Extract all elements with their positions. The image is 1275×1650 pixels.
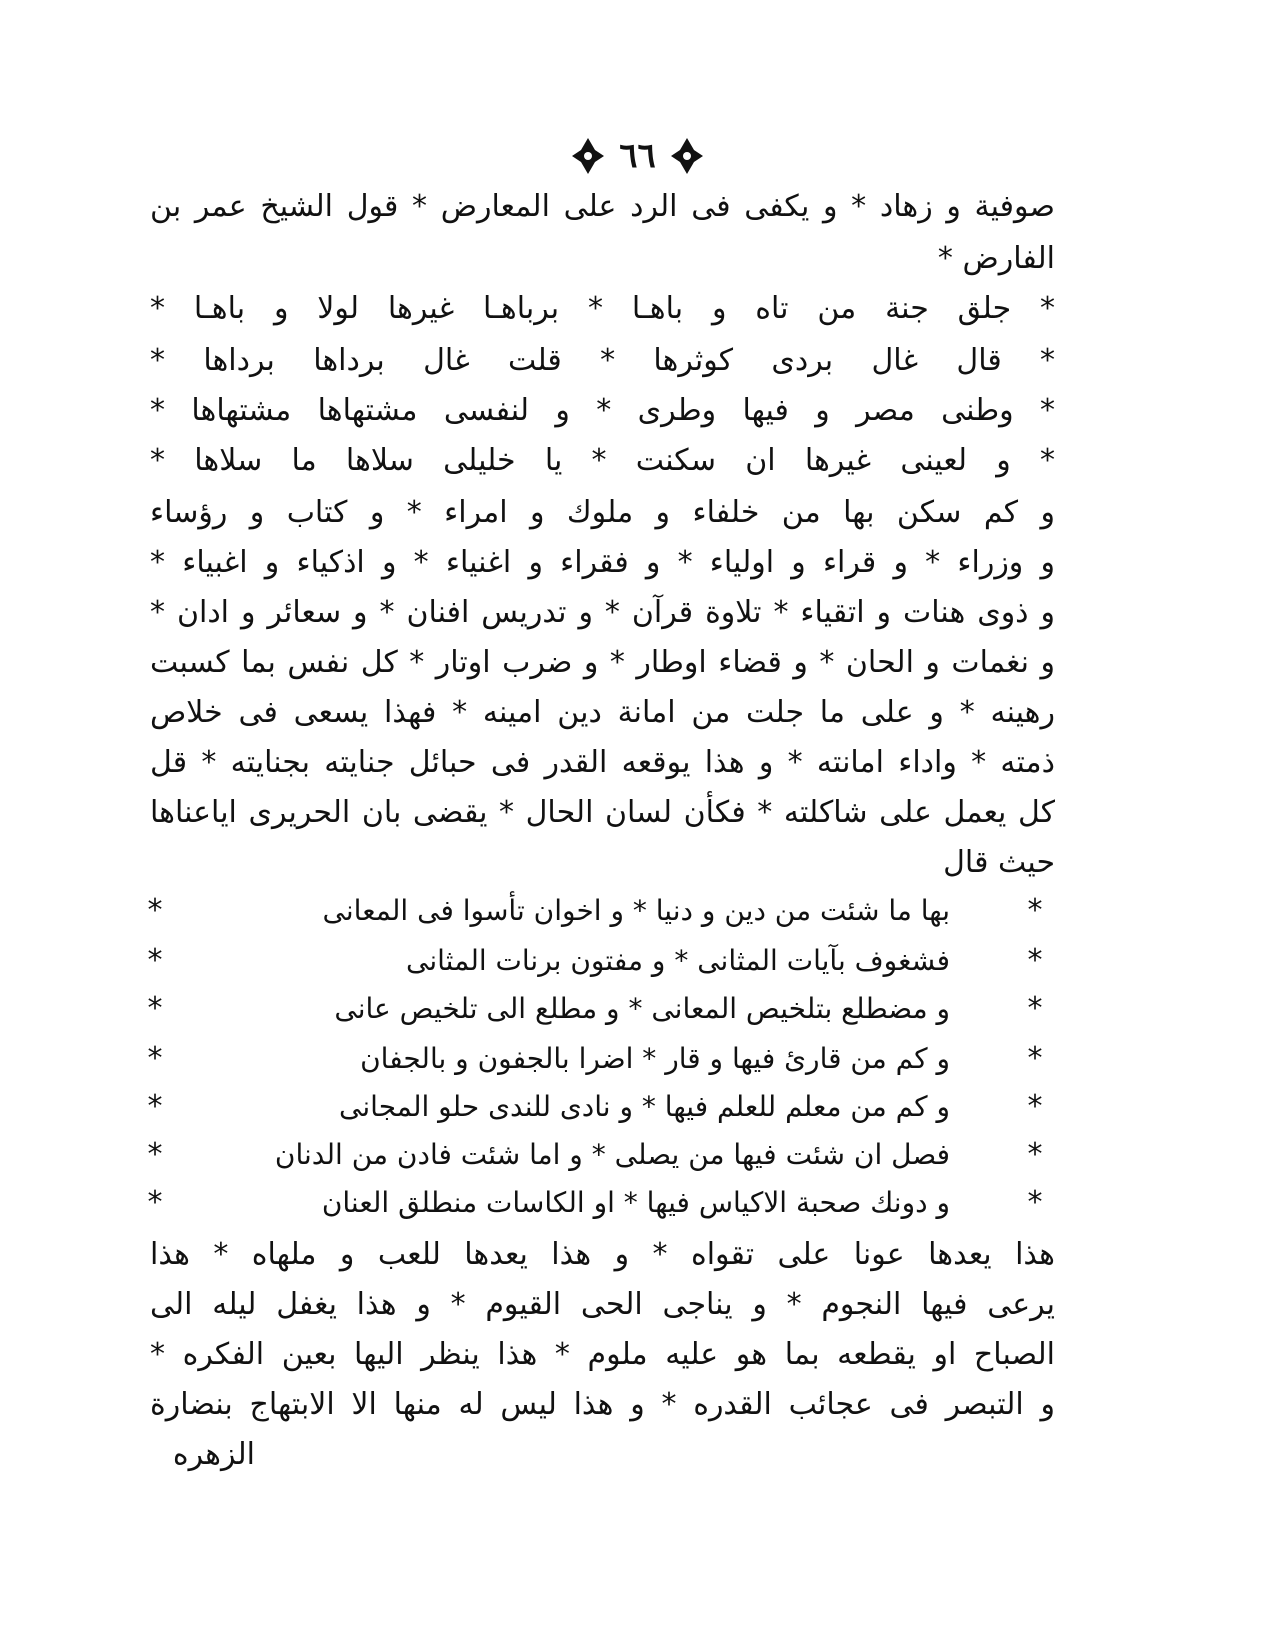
verse-text: فصل ان شئت فيها من يصلى * و اما شئت فادن من الدنان (274, 1138, 950, 1171)
verse-text: و دونك صحبة الاكياس فيها * او الكاسات منطلق العنان (321, 1186, 950, 1219)
prose-line: صوفية و زهاد * و يكفى فى الرد على المعارض * قول الشيخ عمر بن (150, 189, 1055, 224)
page-number: ٦٦ (619, 136, 656, 176)
left-ornament-icon (571, 136, 605, 176)
verse-line (140, 938, 1060, 984)
prose-line: الفارض * (937, 241, 1055, 276)
poem-line: * جلق جنة من تاه و باهـا * برباهـا غيرها لولا و باهـا * (150, 291, 1055, 326)
prose-line: و نغمات و الحان * و قضاء اوطار * و ضرب اوتار * كل نفس بما كسبت (150, 645, 1055, 680)
prose-line: الصباح او يقطعه بما هو عليه ملوم * هذا ينظر اليها بعين الفكره * (150, 1337, 1055, 1372)
verse-text: و كم من قارئ فيها و قار * اضرا بالجفون و بالجفان (360, 1042, 950, 1075)
verse-text: و مضطلع بتلخيص المعانى * و مطلع الى تلخيص عانى (334, 992, 950, 1025)
verse-line (140, 888, 1060, 934)
verse-text: بها ما شئت من دين و دنيا * و اخوان تأسوا فى المعانى (322, 894, 950, 927)
verse-line (140, 1084, 1060, 1130)
verse-star: * (1027, 1089, 1043, 1124)
verse-star: * (147, 1089, 163, 1124)
prose-line: و التبصر فى عجائب القدره * و هذا ليس له منها الا الابتهاج بنضارة (150, 1387, 1055, 1422)
prose-line: الزهره (172, 1437, 255, 1472)
prose-line: هذا يعدها عونا على تقواه * و هذا يعدها للعب و ملهاه * هذا (150, 1237, 1055, 1272)
verse-line (140, 1180, 1060, 1226)
verse-star: * (1027, 893, 1043, 928)
verse-star: * (1027, 1137, 1043, 1172)
verse-star: * (147, 991, 163, 1026)
verse-star: * (1027, 1185, 1043, 1220)
verse-star: * (1027, 991, 1043, 1026)
verse-star: * (1027, 943, 1043, 978)
verse-star: * (147, 1185, 163, 1220)
verse-star: * (147, 943, 163, 978)
prose-line: كل يعمل على شاكلته * فكأن لسان الحال * يقضى بان الحريرى اياعناها (150, 795, 1055, 830)
right-ornament-icon (670, 136, 704, 176)
verse-text: فشغوف بآيات المثانى * و مفتون برنات المثانى (406, 944, 950, 977)
verse-star: * (1027, 1041, 1043, 1076)
verse-text: و كم من معلم للعلم فيها * و نادى للندى حلو المجانى (339, 1090, 950, 1123)
verse-line (140, 986, 1060, 1032)
verse-star: * (147, 1137, 163, 1172)
verse-line (140, 1132, 1060, 1178)
verse-star: * (147, 893, 163, 928)
poem-line: * قال غال بردى كوثرها * قلت غال برداها برداها * (150, 343, 1055, 378)
prose-line: حيث قال (943, 845, 1055, 880)
page-header (0, 128, 1275, 184)
prose-line: و وزراء * و قراء و اولياء * و فقراء و اغنياء * و اذكياء و اغبياء * (150, 545, 1055, 580)
verse-star: * (147, 1041, 163, 1076)
prose-line: و كم سكن بها من خلفاء و ملوك و امراء * و كتاب و رؤساء (150, 495, 1055, 530)
prose-line: و ذوى هنات و اتقياء * تلاوة قرآن * و تدريس افنان * و سعائر و ادان * (150, 595, 1055, 630)
poem-line: * وطنى مصر و فيها وطرى * و لنفسى مشتهاها مشتهاها * (150, 393, 1055, 428)
prose-line: رهينه * و على ما جلت من امانة دين امينه * فهذا يسعى فى خلاص (150, 695, 1055, 730)
verse-line (140, 1036, 1060, 1082)
poem-line: * و لعينى غيرها ان سكنت * يا خليلى سلاها ما سلاها * (150, 443, 1055, 478)
prose-line: يرعى فيها النجوم * و يناجى الحى القيوم * و هذا يغفل ليله الى (150, 1287, 1055, 1322)
prose-line: ذمته * واداء امانته * و هذا يوقعه القدر فى حبائل جنايته بجنايته * قل (150, 745, 1055, 780)
